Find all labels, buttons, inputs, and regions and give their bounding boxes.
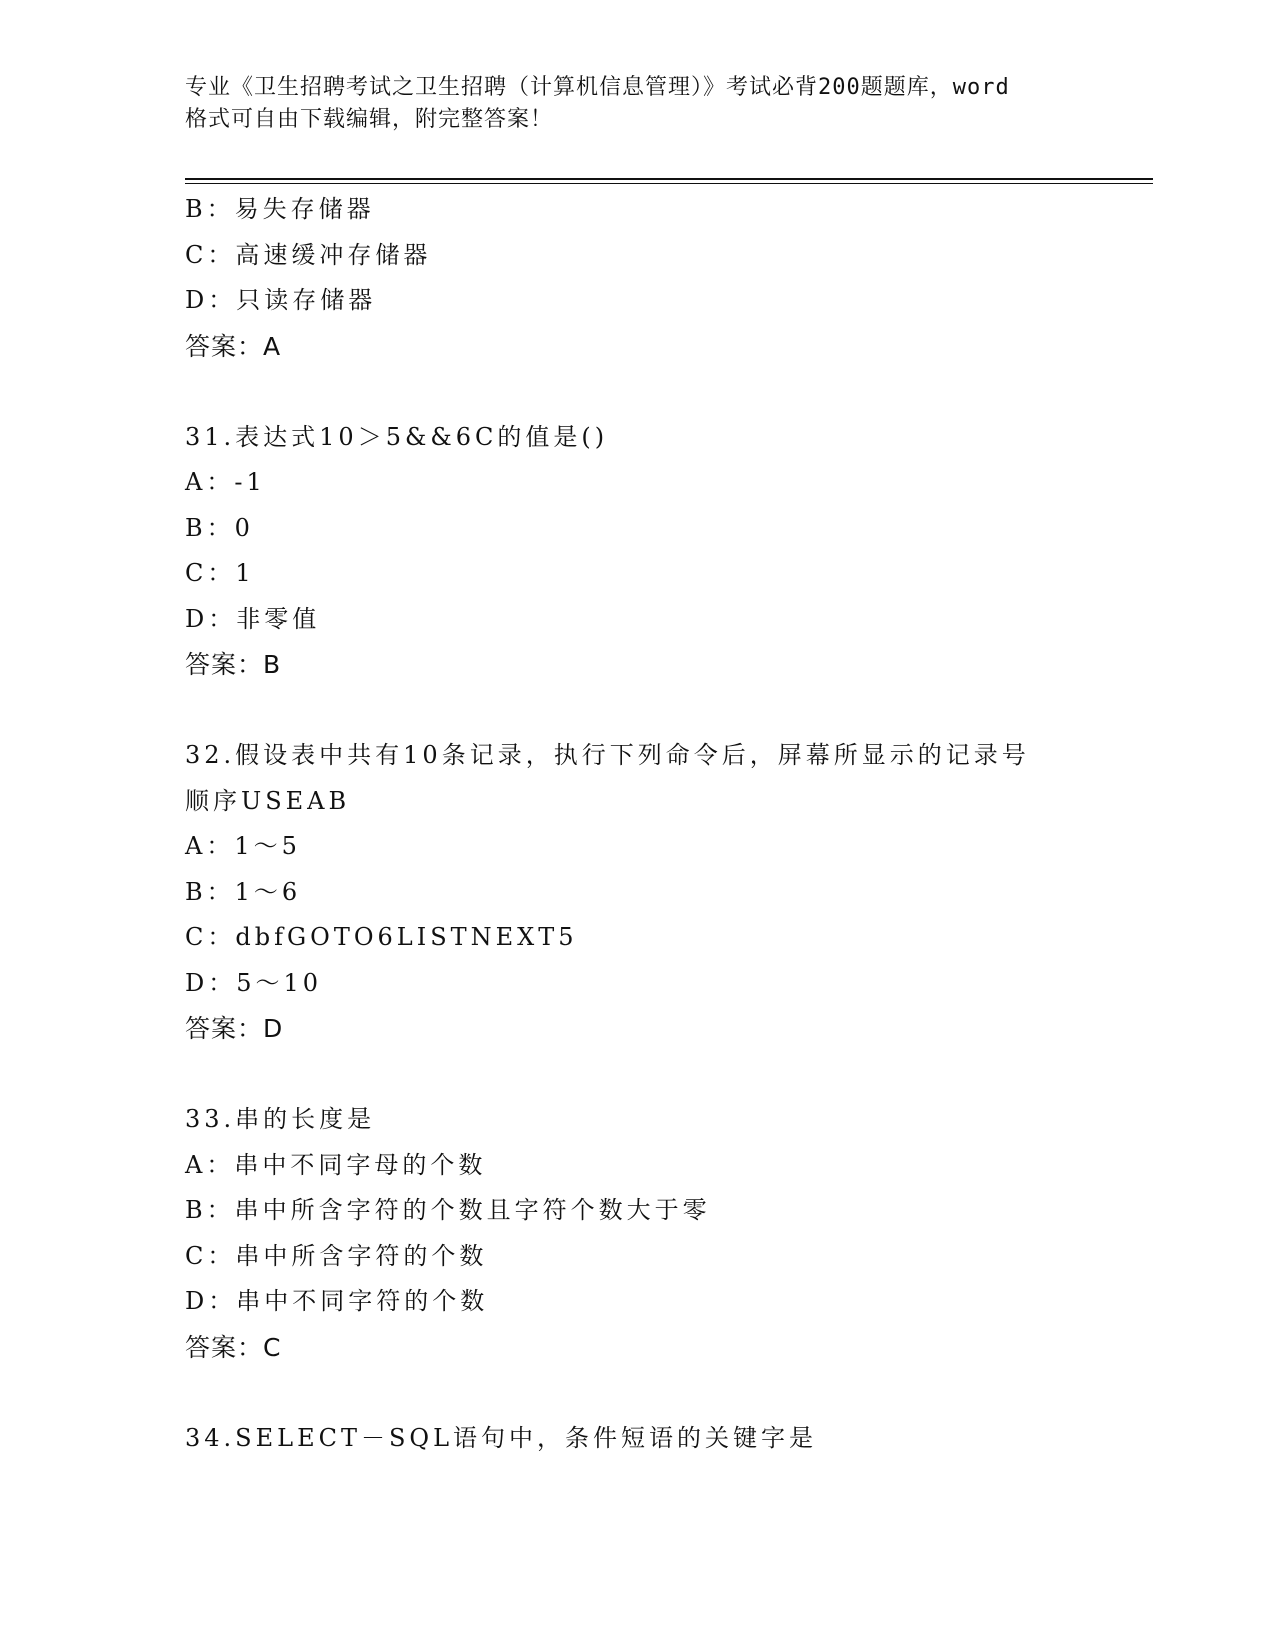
question-block-33 bbox=[185, 1097, 1085, 1370]
option-a: A：-1 bbox=[185, 468, 266, 496]
header-line-2: 格式可自由下载编辑，附完整答案！ bbox=[185, 107, 554, 132]
answer-line: 答案：C bbox=[185, 1332, 282, 1362]
option-b: B：0 bbox=[185, 513, 254, 542]
option-b: B：串中所含字符的个数且字符个数大于零 bbox=[185, 1196, 711, 1224]
question-text: 33.串的长度是 bbox=[185, 1105, 376, 1133]
option-a: A：1～5 bbox=[185, 832, 301, 860]
block-spacer bbox=[185, 688, 1085, 734]
block-spacer bbox=[185, 1052, 1085, 1098]
question-block-31 bbox=[185, 415, 1085, 688]
block-spacer bbox=[185, 369, 1085, 415]
document-header bbox=[185, 72, 1085, 136]
question-text-continued: 顺序USEAB bbox=[185, 786, 351, 815]
option-d: D：非零值 bbox=[185, 604, 321, 633]
option-c: C：dbfGOTO6LISTNEXT5 bbox=[185, 923, 578, 951]
option-d: D：串中不同字符的个数 bbox=[185, 1287, 489, 1315]
header-line-1: 专业《卫生招聘考试之卫生招聘（计算机信息管理）》考试必背200题题库，word bbox=[185, 75, 1010, 100]
question-text: 32.假设表中共有10条记录，执行下列命令后，屏幕所显示的记录号 bbox=[185, 741, 1030, 769]
question-text: 34.SELECT－SQL语句中，条件短语的关键字是 bbox=[185, 1423, 818, 1452]
option-d: D：5～10 bbox=[185, 968, 323, 997]
option-c: C：1 bbox=[185, 559, 255, 587]
answer-line: 答案：A bbox=[185, 331, 282, 361]
option-c: C：串中所含字符的个数 bbox=[185, 1241, 488, 1270]
option-c: C：高速缓冲存储器 bbox=[185, 240, 432, 269]
header-rule-thick bbox=[185, 178, 1153, 180]
header-rule-thin bbox=[185, 183, 1153, 184]
question-block-32 bbox=[185, 733, 1085, 1052]
option-b: B：1～6 bbox=[185, 877, 302, 906]
question-list bbox=[185, 187, 1085, 1461]
option-d: D：只读存储器 bbox=[185, 286, 377, 314]
question-block-prev bbox=[185, 187, 1085, 369]
option-b: B：易失存储器 bbox=[185, 195, 375, 223]
option-a: A：串中不同字母的个数 bbox=[185, 1150, 487, 1179]
answer-line: 答案：B bbox=[185, 650, 282, 679]
question-block-34 bbox=[185, 1416, 1085, 1462]
block-spacer bbox=[185, 1370, 1085, 1416]
answer-line: 答案：D bbox=[185, 1014, 284, 1043]
question-text: 31.表达式10＞5&&6C的值是() bbox=[185, 422, 609, 451]
